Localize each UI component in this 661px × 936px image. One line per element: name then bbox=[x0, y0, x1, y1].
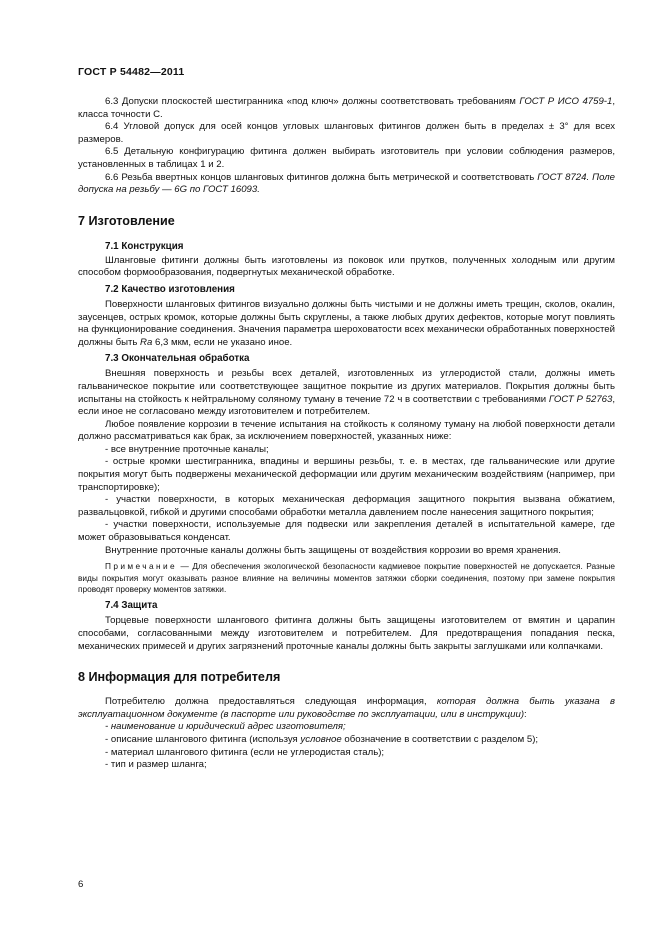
clause-6-5: 6.5 Детальную конфигурацию фитинга должен выбирать изготовитель при условии соблюдения размеров, установленных в таблицах 1 и 2. bbox=[78, 146, 615, 170]
note bbox=[78, 561, 615, 595]
section-8-heading: 8 Информация для потребителя bbox=[78, 670, 281, 685]
clause-7-3-paragraph-1: Внешняя поверхность и резьбы всех деталей, изготовленных из углеродистой стали, должны иметь гальваническое покрытие или соответствующее защитное покрытие из других материалов. Покрытия должны быть испытаны на стойкость к нейтральному соляному туману в течение 72 ч в соответствии с требованиями ГОСТ Р 52763, если иное не согласовано между изготовителем и потребителем. bbox=[78, 368, 615, 418]
list-item: - описание шлангового фитинга (используя условное обозначение в соответствии с разделом 5); bbox=[105, 734, 539, 745]
subsection-7-4-heading: 7.4 Защита bbox=[105, 600, 158, 612]
subsection-7-1-heading: 7.1 Конструкция bbox=[105, 240, 184, 252]
list-item: - все внутренние проточные каналы; bbox=[105, 443, 269, 455]
note-label: Примечание bbox=[105, 561, 178, 572]
clause-6-6: 6.6 Резьба ввертных концов шланговых фитингов должна быть метрической и соответствовать ГОСТ 8724. Поле допуска на резьбу — 6G по ГОСТ 16093. bbox=[78, 171, 615, 196]
clause-7-4-text: Торцевые поверхности шлангового фитинга должны быть защищены изготовителем от вмятин и царапин способами, согласованными между изготовителем и потребителем. Для предотвращения попадания песка, механических примесей и других загрязнений проточные каналы должны быть закрыты заглушками или колпачками. bbox=[78, 615, 615, 652]
list-item: - тип и размер шланга; bbox=[105, 759, 207, 771]
clause-6-3: 6.3 Допуски плоскостей шестигранника «под ключ» должны соответствовать требованиям ГОСТ Р ИСО 4759-1, класса точности С. bbox=[78, 96, 615, 120]
page-number: 6 bbox=[78, 879, 84, 890]
clause-6-4: 6.4 Угловой допуск для осей концов угловых шланговых фитингов должен быть в пределах ± 3° для всех размеров. bbox=[78, 121, 615, 145]
list-item: - участки поверхности, в которых механическая деформация защитного покрытия вызвана обжатием, развальцовкой, гибкой и другими способами обработки металла давлением после нанесения защитного покрытия; bbox=[78, 494, 615, 518]
clause-7-1-text: Шланговые фитинги должны быть изготовлены из поковок или прутков, полученных холодным или другим способом формообразования, подвергнутых механической обработке. bbox=[78, 254, 615, 279]
clause-8-intro: Потребителю должна предоставляться следующая информация, которая должна быть указана в эксплуатационном документе (в паспорте или руководстве по эксплуатации, или в инструкции): bbox=[78, 696, 615, 720]
list-item: - наименование и юридический адрес изготовителя; bbox=[105, 721, 346, 733]
subsection-7-2-heading: 7.2 Качество изготовления bbox=[105, 283, 235, 295]
clause-7-3-paragraph-2: Любое появление коррозии в течение испытания на стойкость к соляному туману на любой поверхности детали должно рассматриваться как брак, за исключением поверхностей, указанных ниже: bbox=[78, 418, 615, 443]
subsection-7-3-heading: 7.3 Окончательная обработка bbox=[105, 353, 250, 365]
list-item: - материал шлангового фитинга (если не углеродистая сталь); bbox=[105, 746, 385, 758]
document-page bbox=[78, 66, 615, 772]
list-item: - участки поверхности, используемые для подвески или закрепления деталей в испытательной камере, где может образовываться конденсат. bbox=[78, 519, 615, 544]
clause-7-2-text: Поверхности шланговых фитингов визуально должны быть чистыми и не должны иметь трещин, сколов, окалин, заусенцев, острых кромок, которые должны быть скруглены, а также любых других дефектов, которые могут повлиять на функционирование соединения. Значения параметра шероховатости всех механически обработанных поверхностей должны быть Ra 6,3 мкм, если не указано иное. bbox=[78, 298, 615, 348]
note-text: — Для обеспечения экологической безопасности кадмиевое покрытие поверхностей не допускается. Разные виды покрытия могут оказывать разное влияние на величины моментов затяжки сборки соединения, поэтому при замене покрытия проводят проверку моментов затяжки. bbox=[78, 561, 615, 595]
list-item: - острые кромки шестигранника, впадины и вершины резьбы, т. е. в местах, где гальванические или другие покрытия могут быть подвержены механической деформации или другим механическим воздействиям (например, при транспортировке); bbox=[78, 456, 615, 493]
document-header: ГОСТ Р 54482—2011 bbox=[78, 66, 185, 78]
section-7-heading: 7 Изготовление bbox=[78, 213, 175, 228]
clause-7-3-paragraph-3: Внутренние проточные каналы должны быть защищены от воздействия коррозии во время хранения. bbox=[105, 544, 561, 556]
